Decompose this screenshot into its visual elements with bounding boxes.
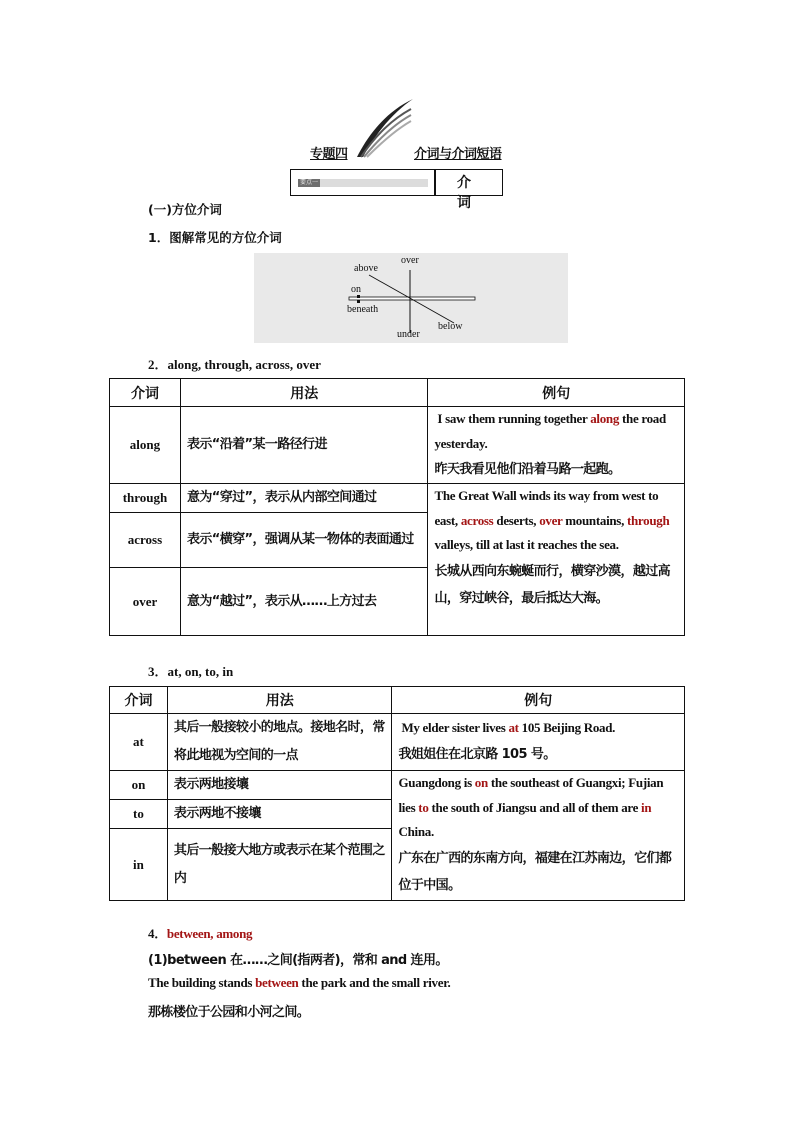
label-on: on — [351, 284, 361, 295]
header-prep: 介词 — [110, 687, 168, 714]
subheading-at-on-to-in: 3．at, on, to, in — [148, 664, 234, 679]
example-shared-cn: 长城从西向东蜿蜒而行，横穿沙漠，越过高山，穿过峡谷，最后抵达大海。 — [434, 563, 671, 606]
example-along-cn: 昨天我看见他们沿着马路一起跑。 — [434, 462, 621, 477]
prep-across: across — [110, 513, 181, 568]
subheading-between-among: 4．between, among — [148, 926, 253, 941]
example-along: I saw them running together along the road yesterday. 昨天我看见他们沿着马路一起跑。 — [428, 407, 685, 484]
prepositions-table-1 — [109, 378, 685, 636]
example-at-cn: 我姐姐住在北京路 105 号。 — [398, 746, 556, 762]
prep-to: to — [110, 800, 168, 829]
table-header-row — [110, 379, 685, 407]
topic-number: 专题四 — [310, 147, 348, 162]
highlight-along: along — [590, 411, 620, 426]
prep-through: through — [110, 484, 181, 513]
table-row — [110, 407, 685, 484]
position-prepositions-diagram — [254, 253, 568, 343]
subheading-diagram: 1．图解常见的方位介词 — [148, 230, 282, 245]
between-rule: (1)between 在……之间(指两者)，常和 and 连用。 — [148, 953, 448, 968]
highlight-between: between — [255, 975, 299, 990]
header-example: 例句 — [428, 379, 685, 407]
usage-at: 其后一般接较小的地点。接地名时，常将此地视为空间的一点 — [167, 714, 392, 771]
section-heading: (一)方位介词 — [148, 202, 222, 217]
usage-to: 表示两地不接壤 — [167, 800, 392, 829]
table-header-row — [110, 687, 685, 714]
usage-through: 意为“穿过”，表示从内部空间通过 — [180, 484, 428, 513]
usage-over: 意为“越过”，表示从……上方过去 — [180, 568, 428, 636]
topic-title: 介词与介词短语 — [414, 147, 502, 162]
example-shared: The Great Wall winds its way from west to east, across deserts, over mountains, through valleys, till at last it reaches the sea. 长城从西向东蜿蜒而行，横穿沙漠，越过高山，穿过峡谷，最后抵达大海。 — [428, 484, 685, 636]
example-at: My elder sister lives at 105 Beijing Road. 我姐姐住在北京路 105 号。 — [392, 714, 685, 771]
usage-along: 表示“沿着”某一路径行进 — [180, 407, 428, 484]
between-example-cn: 那栋楼位于公园和小河之间。 — [148, 1005, 310, 1020]
usage-across: 表示“横穿”，强调从某一物体的表面通过 — [180, 513, 428, 568]
header-prep: 介词 — [110, 379, 181, 407]
header-example: 例句 — [392, 687, 685, 714]
topic-swoosh-logo — [355, 97, 415, 159]
prep-along: along — [110, 407, 181, 484]
label-below: below — [438, 321, 463, 332]
section-tag-bar — [298, 179, 428, 187]
label-under: under — [397, 329, 420, 340]
table-row — [110, 714, 685, 771]
subheading-along: 2．along, through, across, over — [148, 357, 321, 372]
label-over: over — [401, 255, 419, 266]
prepositions-table-2 — [109, 686, 685, 901]
prep-over: over — [110, 568, 181, 636]
prep-in: in — [110, 829, 168, 901]
section-title: 介 词 — [457, 175, 505, 211]
example-shared-2-cn: 广东在广西的东南方向，福建在江苏南边，它们都位于中国。 — [398, 850, 672, 893]
between-example: The building stands between the park and the small river. — [148, 975, 451, 990]
usage-on: 表示两地接壤 — [167, 771, 392, 800]
header-usage: 用法 — [180, 379, 428, 407]
prep-on: on — [110, 771, 168, 800]
section-header-box — [290, 169, 505, 211]
label-above: above — [354, 263, 378, 274]
label-beneath: beneath — [347, 304, 379, 315]
table-row — [110, 484, 685, 513]
usage-in: 其后一般接大地方或表示在某个范围之内 — [167, 829, 392, 901]
example-shared-2: Guangdong is on the southeast of Guangxi; Fujian lies to the south of Jiangsu and all of them are in China. 广东在广西的东南方向，福建在江苏南边，它们都位于中国。 — [392, 771, 685, 901]
header-usage: 用法 — [167, 687, 392, 714]
table-row — [110, 771, 685, 800]
between-among-title: between, among — [166, 926, 253, 941]
prep-at: at — [110, 714, 168, 771]
section-tag: 要点一 — [299, 179, 318, 186]
highlight-at: at — [508, 720, 519, 736]
